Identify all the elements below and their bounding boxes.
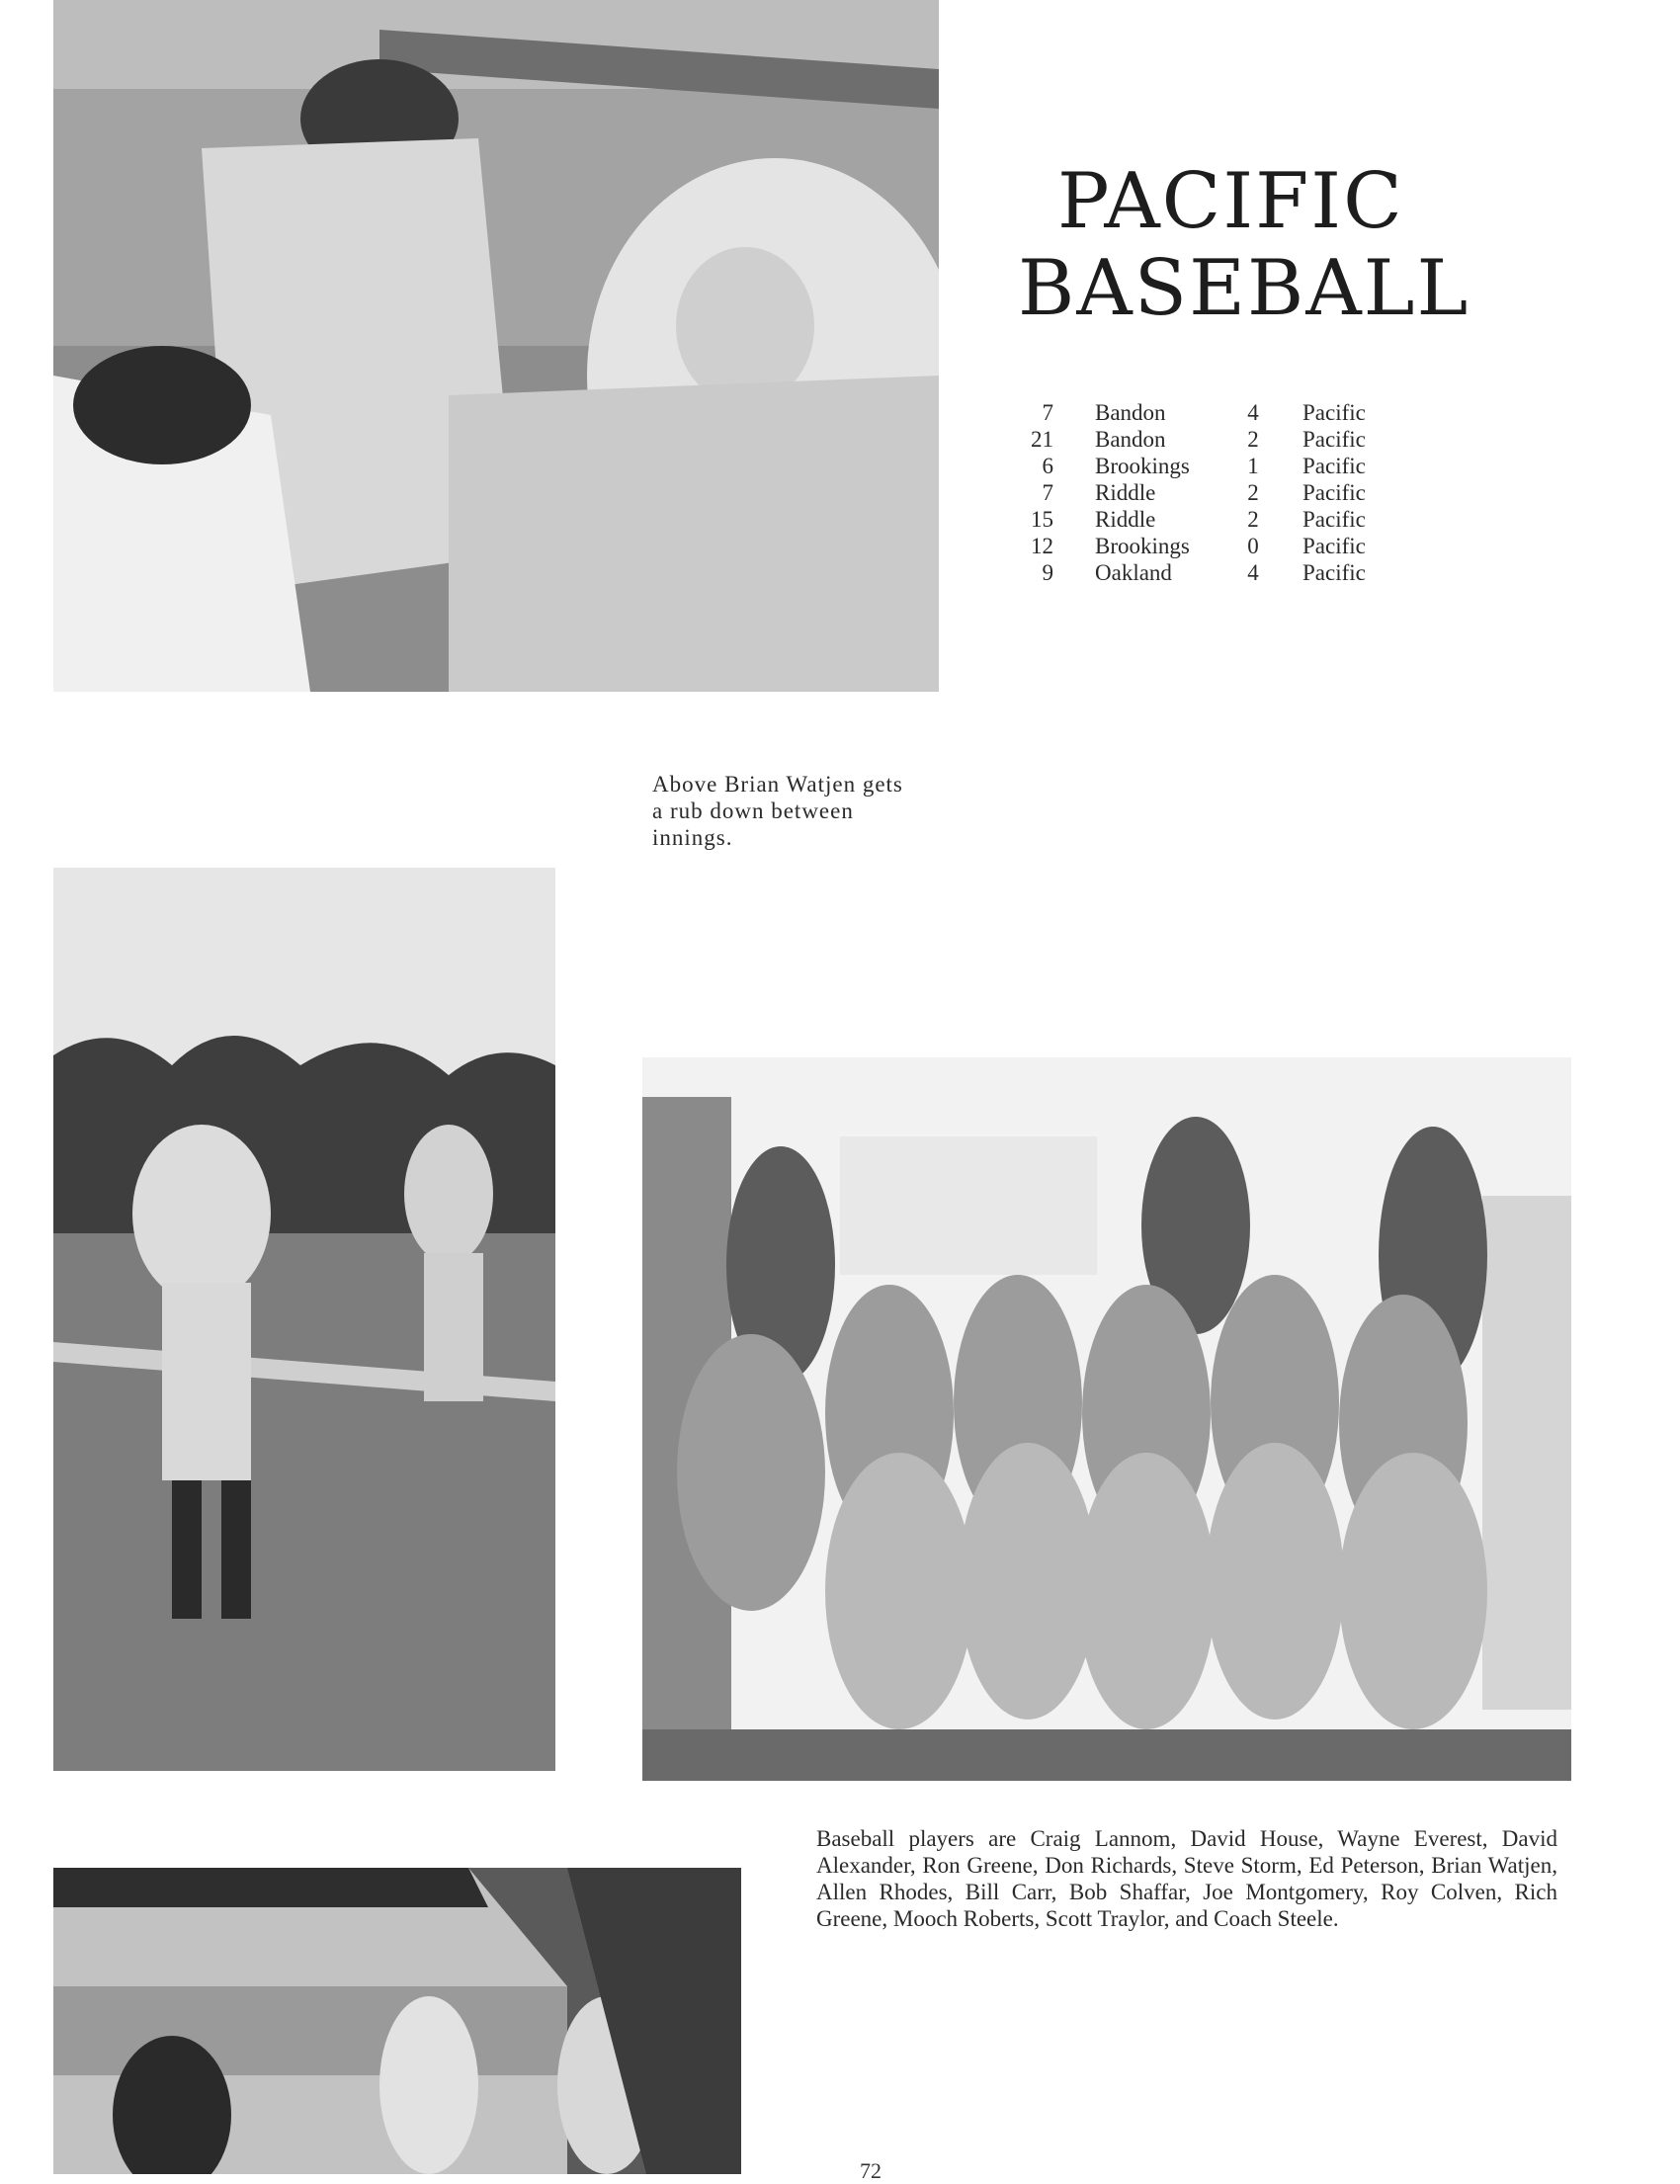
team-name: Pacific xyxy=(1302,400,1366,425)
score-row xyxy=(1008,479,1411,506)
pacific-score: 1 xyxy=(1247,454,1259,478)
opponent-name: Riddle xyxy=(1095,480,1156,505)
pacific-score: 2 xyxy=(1247,480,1259,505)
score-row xyxy=(1008,559,1411,586)
team-name: Pacific xyxy=(1302,427,1366,452)
opponent-score: 15 xyxy=(1031,507,1053,532)
opponent-score: 7 xyxy=(1042,400,1053,425)
photo-game-action xyxy=(53,1868,741,2174)
opponent-name: Oakland xyxy=(1095,560,1172,585)
score-row xyxy=(1008,426,1411,453)
pacific-score: 0 xyxy=(1247,534,1259,558)
opponent-name: Bandon xyxy=(1095,400,1166,425)
opponent-score: 6 xyxy=(1042,454,1053,478)
score-row xyxy=(1008,533,1411,559)
caption-dugout-photo: Above Brian Watjen gets a rub down between innings. xyxy=(652,772,903,850)
team-name: Pacific xyxy=(1302,534,1366,558)
opponent-score: 21 xyxy=(1031,427,1053,452)
photo-pitcher xyxy=(53,868,555,1771)
team-name: Pacific xyxy=(1302,454,1366,478)
title-line-1: PACIFIC xyxy=(1057,157,1404,246)
page-number: 72 xyxy=(860,2158,882,2183)
pacific-score: 2 xyxy=(1247,427,1259,452)
score-row xyxy=(1008,506,1411,533)
opponent-name: Brookings xyxy=(1095,454,1190,478)
team-name: Pacific xyxy=(1302,507,1366,532)
photo-dugout xyxy=(53,0,939,692)
title-line-2: BASEBALL xyxy=(1018,244,1470,333)
score-row xyxy=(1008,453,1411,479)
pacific-score: 2 xyxy=(1247,507,1259,532)
photo-team-group xyxy=(642,1057,1571,1781)
page-title xyxy=(1018,158,1470,332)
team-name: Pacific xyxy=(1302,480,1366,505)
caption-team-photo: Baseball players are Craig Lannom, David House, Wayne Everest, David Alexander, Ron Greene, Don Richards, Steve Storm, Ed Peterson, Brian Watjen, Allen Rhodes, Bill Carr, Bob Shaffar, Joe Montgomery, Roy Colven, Rich Greene, Mooch Roberts, Scott Traylor, and Coach Steele. xyxy=(816,1826,1557,1931)
pacific-score: 4 xyxy=(1247,400,1259,425)
opponent-name: Riddle xyxy=(1095,507,1156,532)
opponent-name: Bandon xyxy=(1095,427,1166,452)
scores-table xyxy=(1008,399,1411,586)
team-name: Pacific xyxy=(1302,560,1366,585)
opponent-score: 7 xyxy=(1042,480,1053,505)
opponent-score: 9 xyxy=(1042,560,1053,585)
score-row xyxy=(1008,399,1411,426)
opponent-score: 12 xyxy=(1031,534,1053,558)
opponent-name: Brookings xyxy=(1095,534,1190,558)
pacific-score: 4 xyxy=(1247,560,1259,585)
